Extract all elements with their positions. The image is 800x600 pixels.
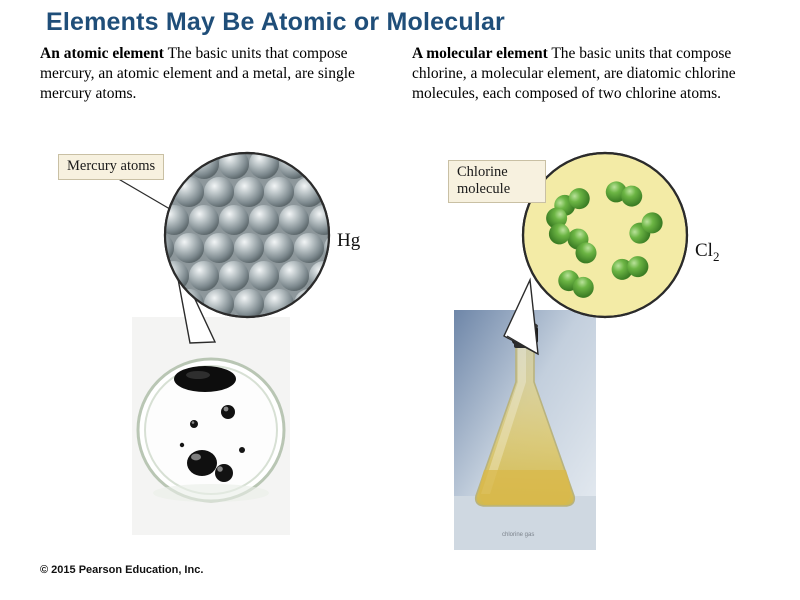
chlorine-symbol-letters: Cl — [695, 240, 713, 261]
svg-text:chlorine gas: chlorine gas — [502, 532, 535, 538]
copyright-footer: © 2015 Pearson Education, Inc. — [40, 564, 204, 576]
right-caption-text: The basic units that compose chlorine, a molecular element, are diatomic chlorine molecules, each composed of two chlorine atoms. — [412, 45, 736, 102]
page-title: Elements May Be Atomic or Molecular — [46, 8, 505, 36]
left-figure — [40, 140, 390, 550]
right-column — [412, 44, 752, 104]
right-caption-lead: A molecular element — [412, 45, 548, 62]
right-figure — [412, 140, 762, 550]
left-caption — [40, 44, 380, 104]
left-caption-lead: An atomic element — [40, 45, 164, 62]
left-column — [40, 44, 380, 104]
chlorine-symbol — [695, 240, 719, 265]
mercury-atoms-magnifier — [162, 150, 332, 320]
mercury-symbol: Hg — [337, 230, 361, 251]
chlorine-symbol-subscript: 2 — [712, 248, 720, 264]
mercury-atoms-label: Mercury atoms — [58, 154, 164, 180]
chlorine-molecule-label: Chlorine molecule — [448, 160, 546, 203]
left-caption-text: The basic units that compose mercury, an atomic element and a metal, are single mercury atoms. — [40, 45, 355, 102]
right-caption — [412, 44, 752, 104]
